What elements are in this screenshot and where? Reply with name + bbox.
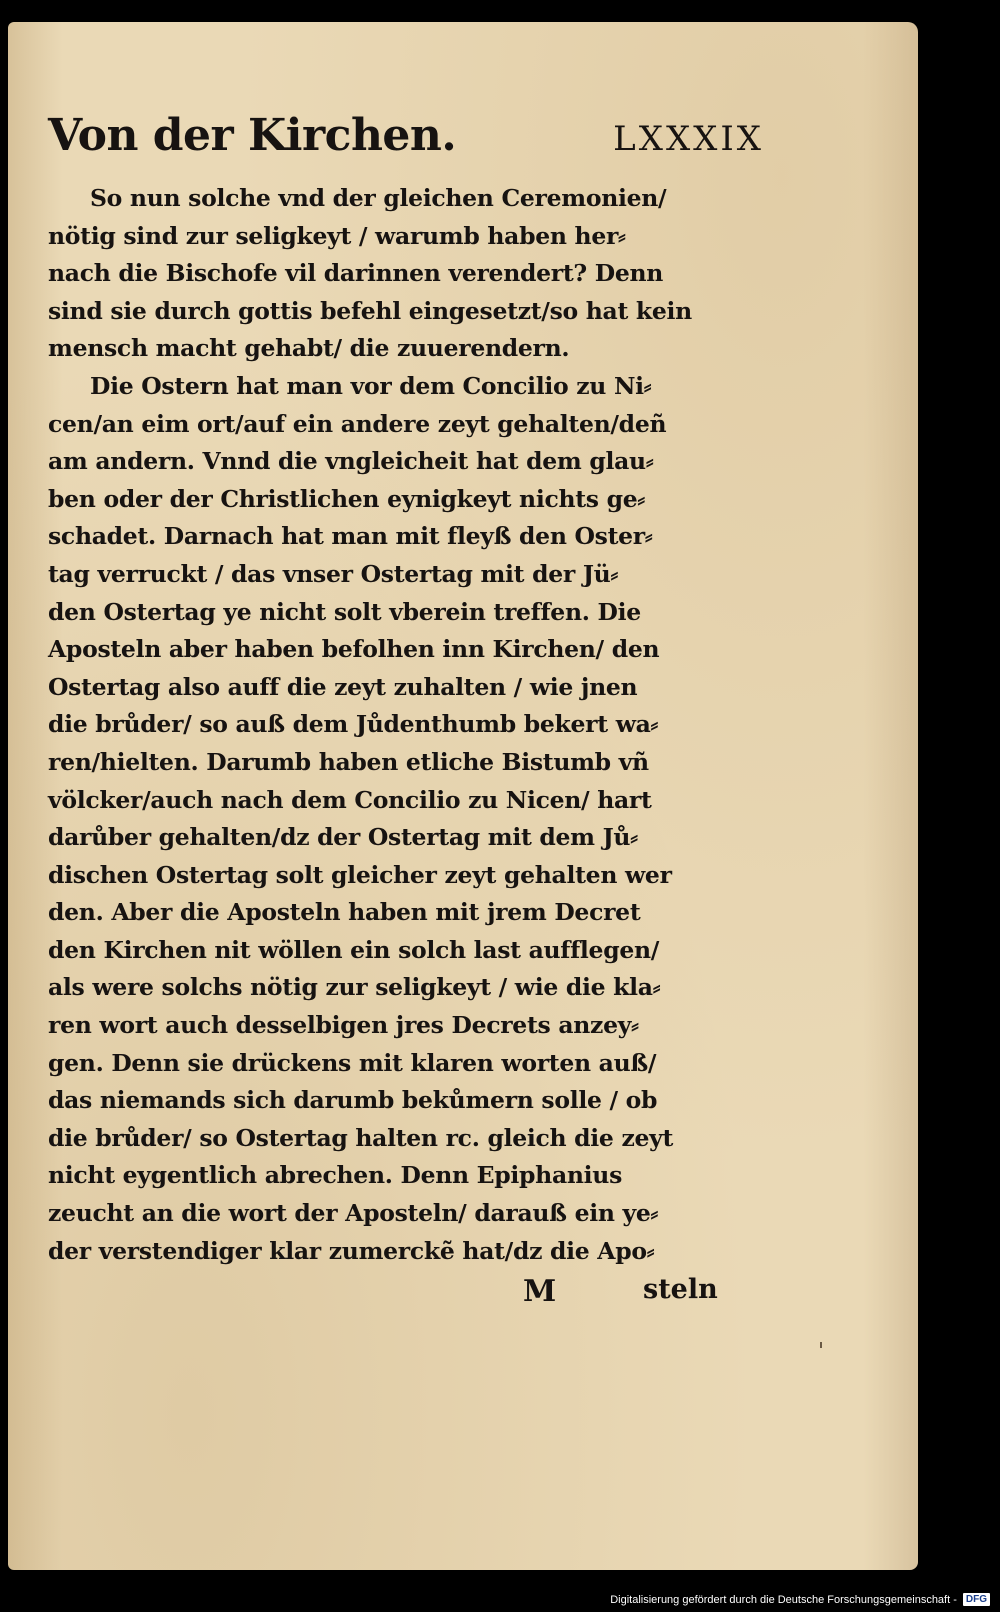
text-line: die brůder/ so Ostertag halten rc. gleich die zeyt xyxy=(48,1123,674,1152)
text-line: mensch macht gehabt/ die zuuerendern. xyxy=(48,334,570,363)
folio-number: LXXXIX xyxy=(613,119,764,159)
text-line: völcker/auch nach dem Concilio zu Nicen/ hart xyxy=(48,785,652,814)
text-line: der verstendiger klar zumerckẽ hat/dz die Apo⸗ xyxy=(48,1236,655,1265)
text-line: den. Aber die Aposteln haben mit jrem Decret xyxy=(48,898,641,927)
text-line: als were solchs nötig zur seligkeyt / wie die kla⸗ xyxy=(48,973,661,1002)
text-line: cen/an eim ort/auf ein andere zeyt gehalten/deñ xyxy=(48,409,667,438)
text-line: So nun solche vnd der gleichen Ceremonien/ xyxy=(90,184,667,212)
dfg-logo-icon: DFG xyxy=(963,1593,990,1606)
text-line: darůber gehalten/dz der Ostertag mit dem Jů⸗ xyxy=(48,823,638,852)
text-line: dischen Ostertag solt gleicher zeyt gehalten wer xyxy=(48,860,672,889)
text-line: Die Ostern hat man vor dem Concilio zu Ni⸗ xyxy=(90,371,652,400)
text-line: ben oder der Christlichen eynigkeyt nichts ge⸗ xyxy=(48,484,645,513)
text-line: nach die Bischofe vil darinnen verendert? Denn xyxy=(48,259,664,288)
text-line: am andern. Vnnd die vngleicheit hat dem glau⸗ xyxy=(48,447,654,476)
digitization-credit xyxy=(610,1593,990,1606)
text-line: schadet. Darnach hat man mit fleyß den Oster⸗ xyxy=(48,522,653,551)
book-page xyxy=(8,22,918,1570)
text-line: das niemands sich darumb bekůmern solle / ob xyxy=(48,1086,658,1115)
text-line: Ostertag also auff die zeyt zuhalten / wie jnen xyxy=(48,672,638,701)
body-text xyxy=(48,180,768,1270)
page-foot xyxy=(48,1270,768,1320)
text-line: sind sie durch gottis befehl eingesetzt/so hat kein xyxy=(48,296,692,325)
text-line: ren wort auch desselbigen jres Decrets anzey⸗ xyxy=(48,1011,639,1040)
catchword: steln xyxy=(643,1274,718,1306)
text-line: nicht eygentlich abrechen. Denn Epiphanius xyxy=(48,1161,623,1190)
signature-mark: M xyxy=(523,1274,557,1310)
paper-speck xyxy=(820,1342,822,1348)
page-header xyxy=(48,110,768,180)
text-line: zeucht an die wort der Aposteln/ darauß ein ye⸗ xyxy=(48,1199,659,1228)
credit-text: Digitalisierung gefördert durch die Deutsche Forschungsgemeinschaft - xyxy=(610,1593,957,1606)
text-line: ren/hielten. Darumb haben etliche Bistumb vñ xyxy=(48,747,649,776)
page-content xyxy=(48,110,768,1320)
text-line: Aposteln aber haben befolhen inn Kirchen/ den xyxy=(48,635,660,664)
text-line: den Kirchen nit wöllen ein solch last aufflegen/ xyxy=(48,935,660,964)
text-line: gen. Denn sie drückens mit klaren worten auß/ xyxy=(48,1048,657,1077)
text-line: nötig sind zur seligkeyt / warumb haben her⸗ xyxy=(48,221,626,250)
text-line: die brůder/ so auß dem Jůdenthumb bekert wa⸗ xyxy=(48,710,659,739)
running-head: Von der Kirchen. xyxy=(48,110,457,161)
text-line: den Ostertag ye nicht solt vberein treffen. Die xyxy=(48,597,641,626)
text-line: tag verruckt / das vnser Ostertag mit der Jü⸗ xyxy=(48,559,618,588)
